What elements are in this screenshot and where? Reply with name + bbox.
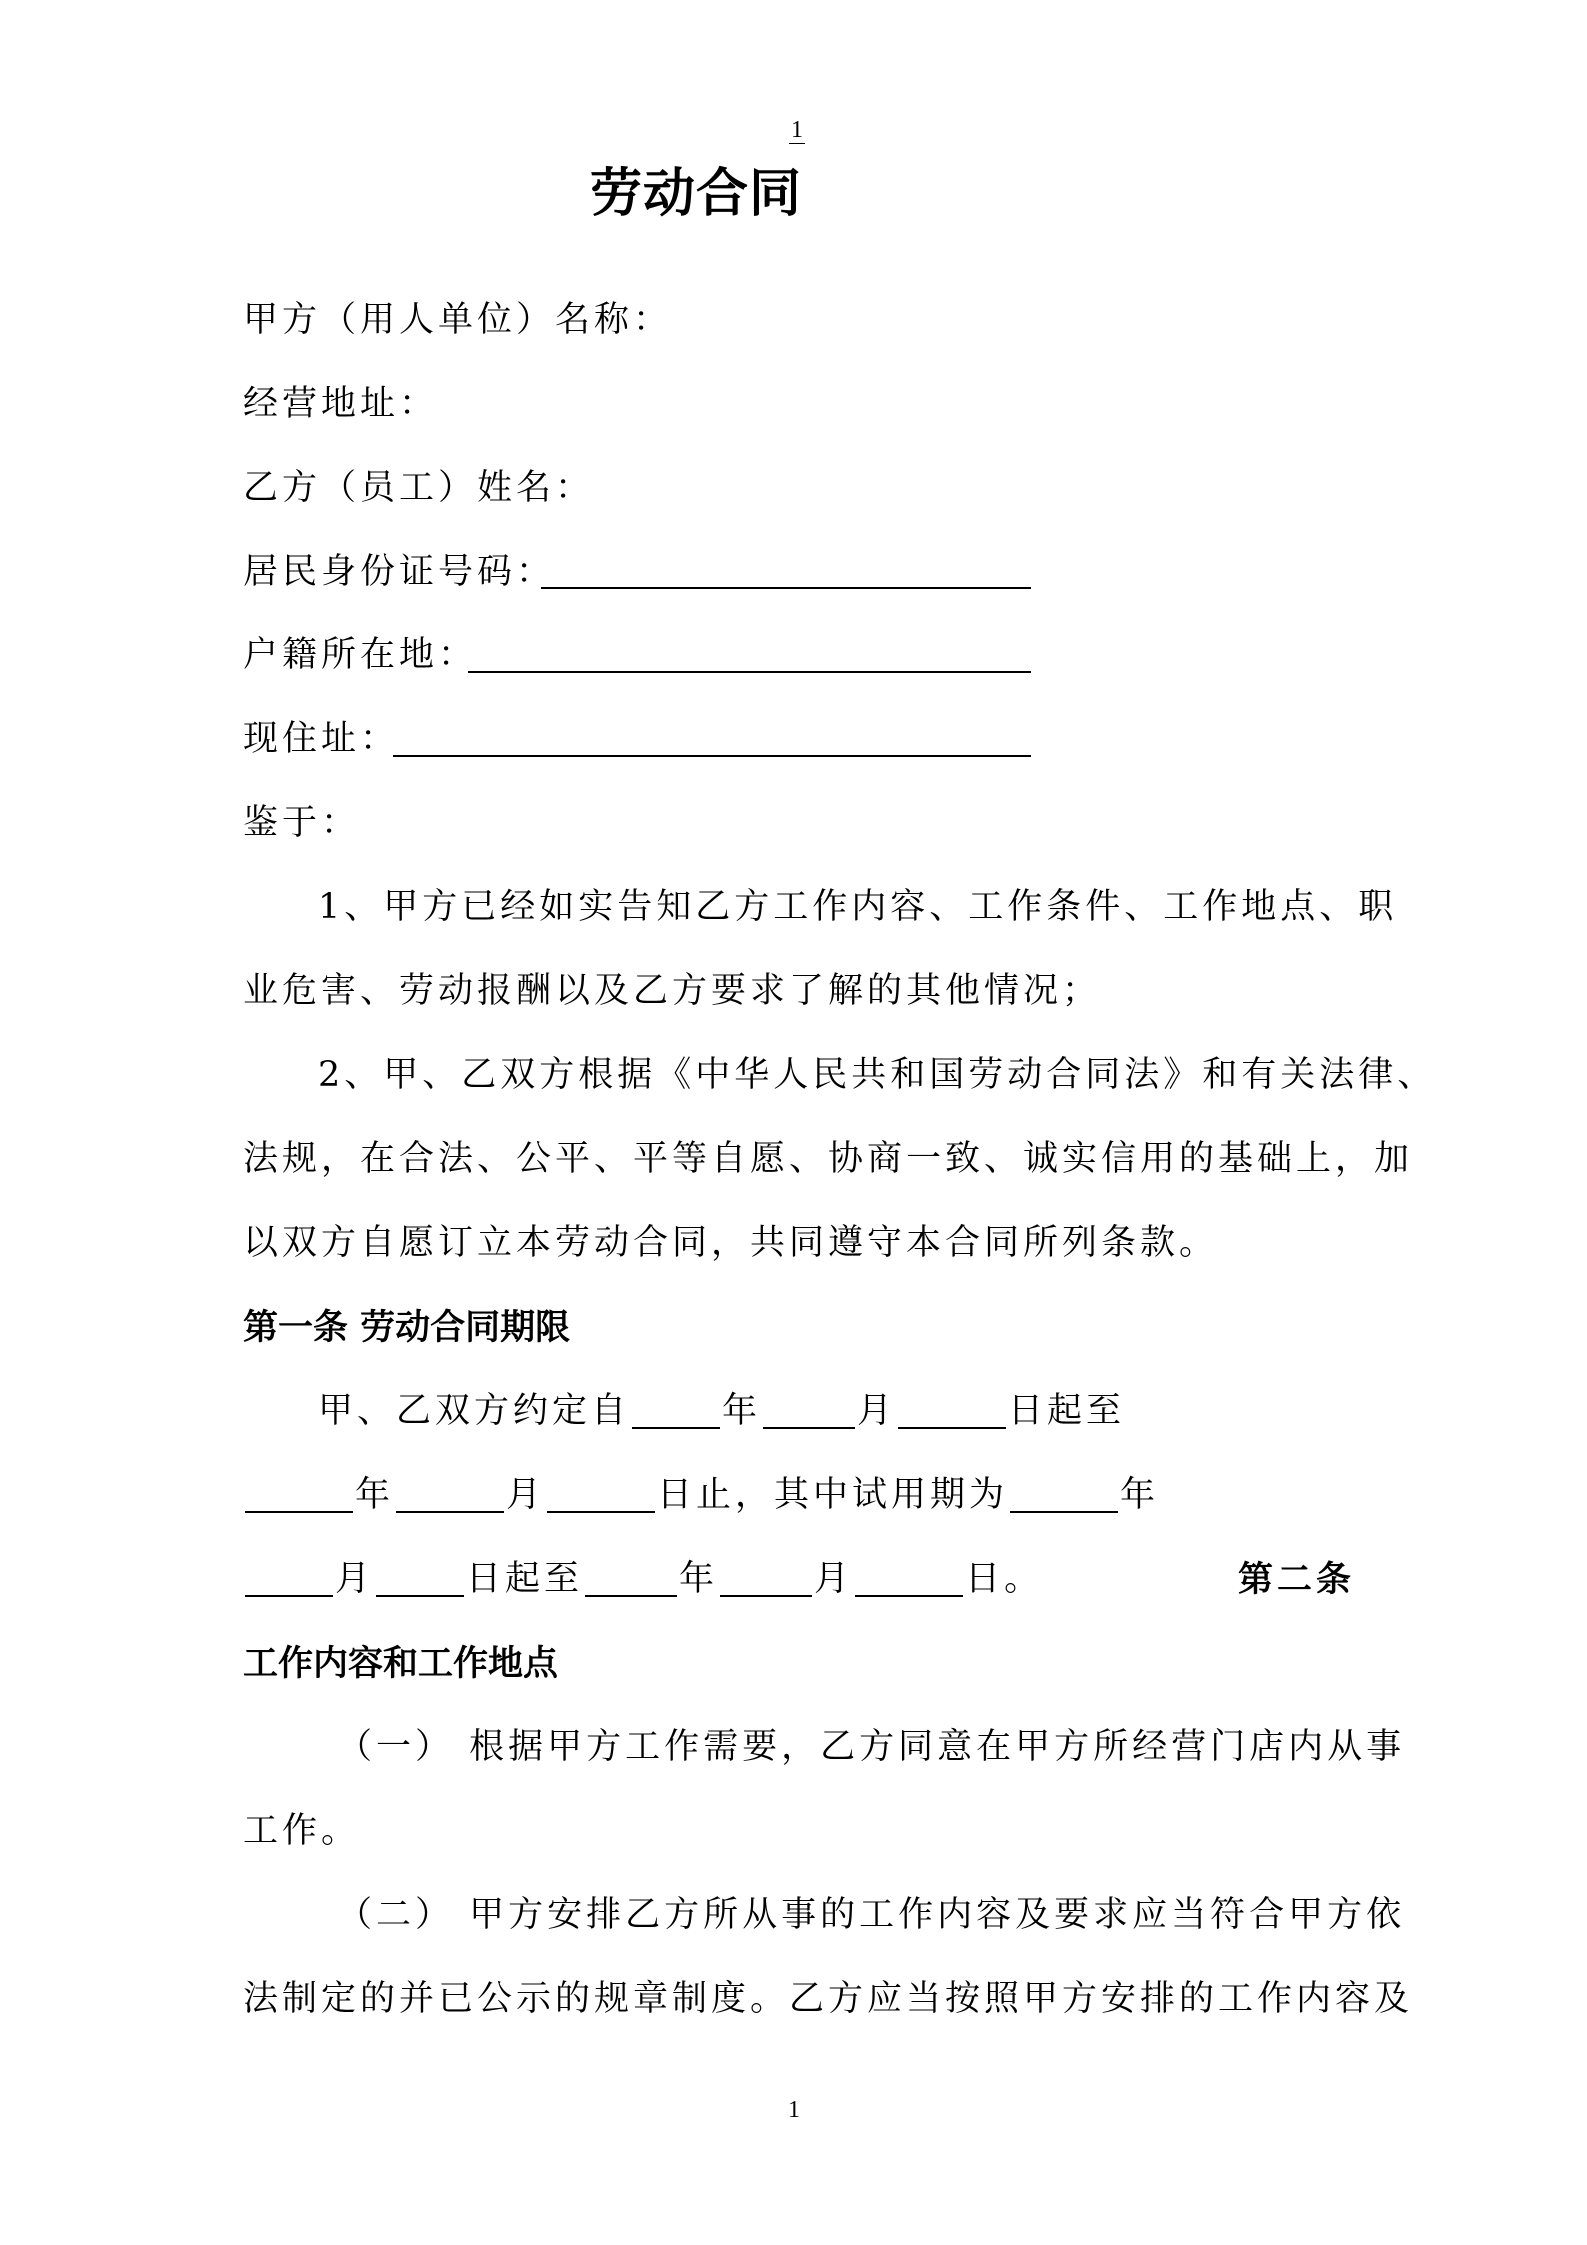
preamble-item2-line2: 法规，在合法、公平、平等自愿、协商一致、诚实信用的基础上，加 xyxy=(243,1139,1414,1179)
household-register-label: 户籍所在地： xyxy=(243,635,478,675)
day-from-label: 日起至 xyxy=(1008,1391,1126,1431)
month-label: 月 xyxy=(335,1559,375,1599)
document-title: 劳动合同 xyxy=(590,164,803,224)
household-register-row xyxy=(243,635,478,675)
article2-heading-part1: 第二条 xyxy=(1237,1559,1355,1600)
current-address-row xyxy=(243,719,400,759)
preamble-item1-line1: 1、甲方已经如实告知乙方工作内容、工作条件、工作地点、职 xyxy=(318,887,1398,927)
preamble-item1-line2: 业危害、劳动报酬以及乙方要求了解的其他情况； xyxy=(243,971,1102,1011)
start-day-blank[interactable] xyxy=(898,1397,1006,1429)
id-number-blank[interactable] xyxy=(541,587,1031,589)
month-label: 月 xyxy=(857,1391,897,1431)
article1-term-line3 xyxy=(243,1559,1355,1600)
year-label: 年 xyxy=(1120,1475,1160,1515)
article2-para2-line1: （二） 甲方安排乙方所从事的工作内容及要求应当符合甲方依 xyxy=(337,1895,1406,1935)
end-month-blank[interactable] xyxy=(396,1481,504,1513)
article1-heading: 第一条 劳动合同期限 xyxy=(243,1307,571,1348)
whereas-label: 鉴于： xyxy=(243,803,361,843)
article2-heading-part2: 工作内容和工作地点 xyxy=(243,1643,559,1684)
business-address-label: 经营地址： xyxy=(243,384,439,424)
probation-year-blank[interactable] xyxy=(1010,1481,1118,1513)
preamble-item2-line3: 以双方自愿订立本劳动合同，共同遵守本合同所列条款。 xyxy=(243,1223,1219,1263)
current-address-blank[interactable] xyxy=(393,755,1031,757)
footer-page-number: 1 xyxy=(788,2097,800,2123)
year-label: 年 xyxy=(355,1475,395,1515)
article2-para1-line1: （一） 根据甲方工作需要，乙方同意在甲方所经营门店内从事 xyxy=(337,1727,1406,1767)
probation-end-month-blank[interactable] xyxy=(720,1565,812,1597)
probation-end-label: 日。 xyxy=(965,1559,1044,1599)
article1-term-line1 xyxy=(318,1391,1126,1431)
probation-end-day-blank[interactable] xyxy=(855,1565,963,1597)
header-page-number: 1 xyxy=(791,117,803,143)
probation-from-label: 日起至 xyxy=(466,1559,584,1599)
month-label: 月 xyxy=(506,1475,546,1515)
id-number-row xyxy=(243,552,556,592)
probation-end-year-blank[interactable] xyxy=(585,1565,677,1597)
preamble-item2-line1: 2、甲、乙双方根据《中华人民共和国劳动合同法》和有关法律、 xyxy=(318,1055,1437,1095)
id-number-label: 居民身份证号码： xyxy=(243,552,556,592)
current-address-label: 现住址： xyxy=(243,719,400,759)
article1-term-line2 xyxy=(243,1475,1160,1515)
start-month-blank[interactable] xyxy=(763,1397,855,1429)
probation-day-blank[interactable] xyxy=(376,1565,464,1597)
month-label: 月 xyxy=(814,1559,854,1599)
party-b-name-label: 乙方（员工）姓名： xyxy=(243,468,595,508)
year-label: 年 xyxy=(679,1559,719,1599)
party-a-name-label: 甲方（用人单位）名称： xyxy=(243,300,673,340)
article2-para1-line2: 工作。 xyxy=(243,1811,361,1851)
start-year-blank[interactable] xyxy=(632,1397,720,1429)
household-register-blank[interactable] xyxy=(468,671,1031,673)
end-day-blank[interactable] xyxy=(547,1481,655,1513)
end-year-blank[interactable] xyxy=(245,1481,353,1513)
probation-month-blank[interactable] xyxy=(245,1565,333,1597)
article2-para2-line2: 法制定的并已公示的规章制度。乙方应当按照甲方安排的工作内容及 xyxy=(243,1979,1414,2019)
year-label: 年 xyxy=(722,1391,762,1431)
day-until-label: 日止，其中试用期为 xyxy=(657,1475,1009,1515)
term-start-label: 甲、乙双方约定自 xyxy=(318,1391,631,1431)
